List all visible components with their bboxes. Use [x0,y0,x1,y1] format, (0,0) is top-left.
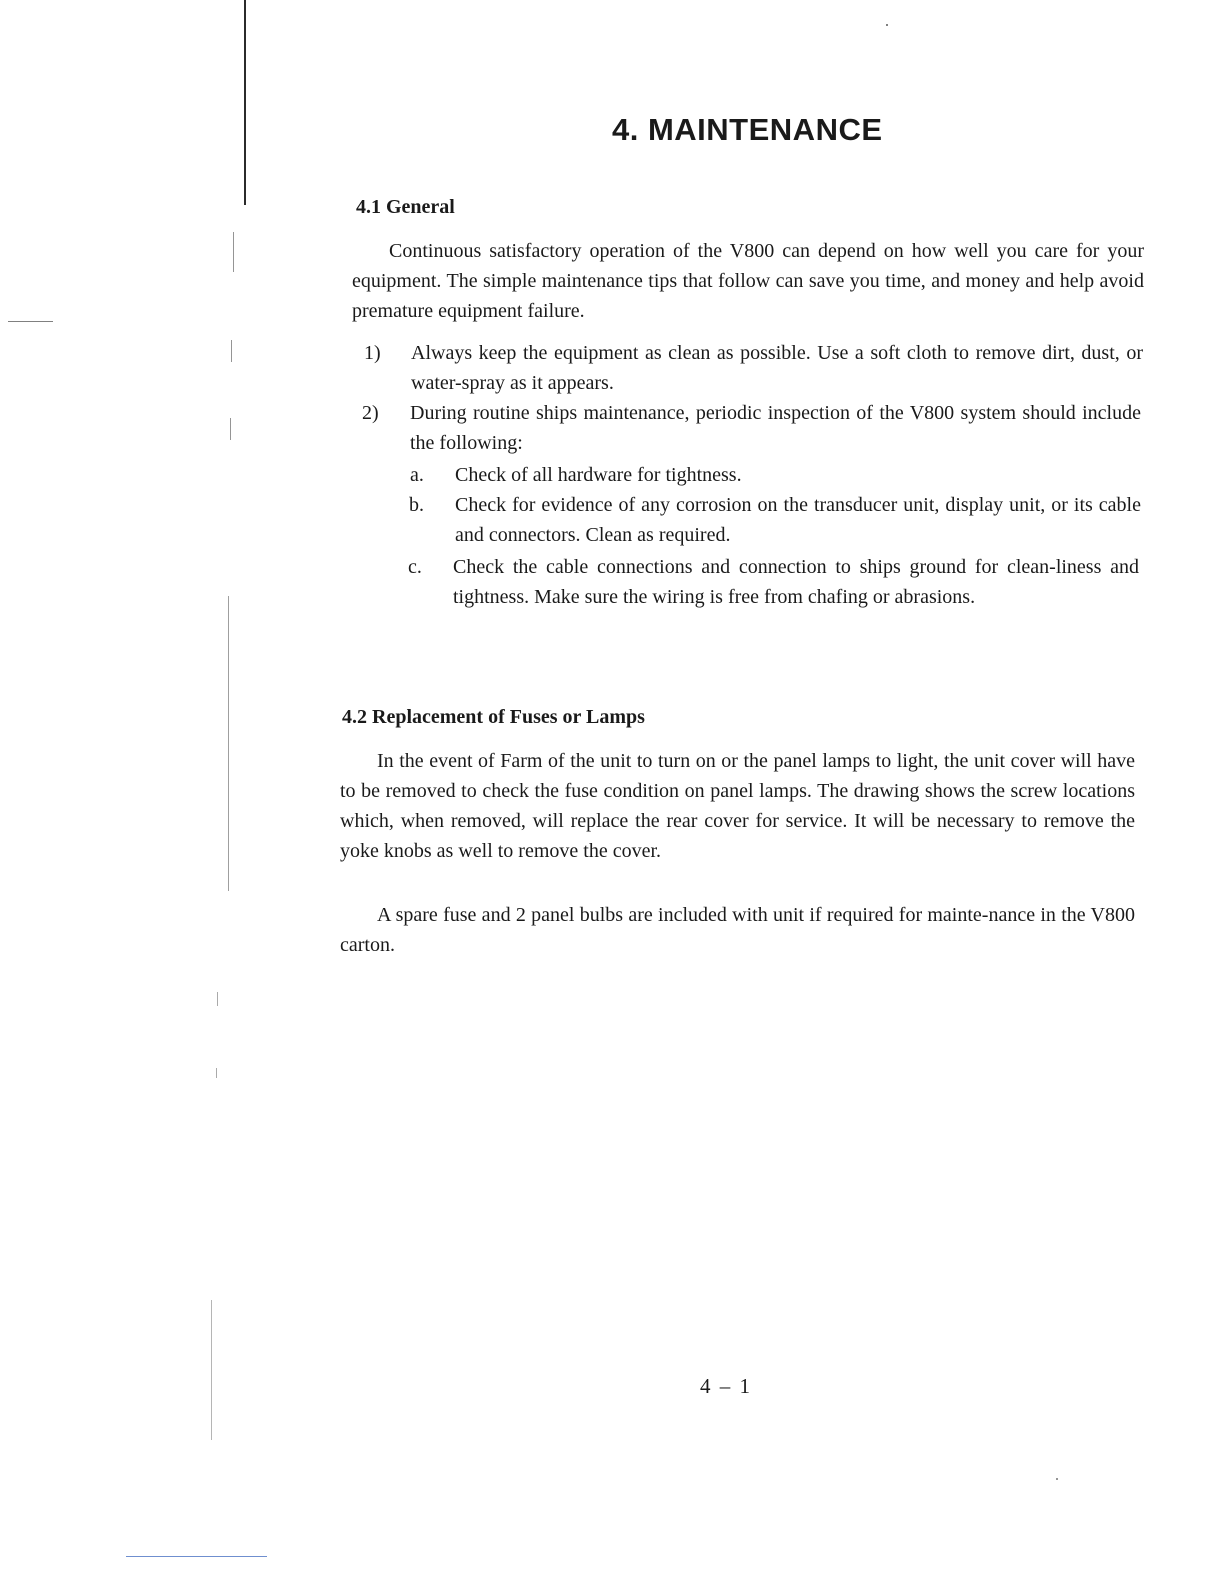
scan-margin-line [216,1068,217,1078]
scan-margin-line [211,1300,212,1440]
scan-speck [886,24,888,26]
page-number: 4 – 1 [700,1374,752,1398]
spare-parts-paragraph: A spare fuse and 2 panel bulbs are included with unit if required for mainte-nance in the V800 carton. [340,904,1135,956]
scan-speck [1056,1478,1058,1480]
list-marker: 2) [362,402,379,424]
replacement-paragraph: In the event of Farm of the unit to turn on or the panel lamps to light, the unit cover will have to be removed to check the fuse condition on panel lamps. The drawing shows the screw locations which, when removed, will replace the rear cover for service. It will be necessary to remove the yoke knobs as well to remove the cover. [340,750,1135,862]
section-heading-replacement: 4.2 Replacement of Fuses or Lamps [342,706,645,728]
scan-margin-line [231,340,232,362]
page-title: 4. MAINTENANCE [612,112,883,147]
sublist-item: Check for evidence of any corrosion on the transducer unit, display unit, or its cable and connectors. Clean as required. [455,494,1141,546]
scan-margin-line [228,596,229,891]
sublist-item: Check of all hardware for tightness. [455,464,742,486]
general-intro-paragraph: Continuous satisfactory operation of the V800 can depend on how well you care for your equipment. The simple maintenance tips that follow can save you time, and money and help avoid premature equipment failure. [352,240,1144,322]
footer-rule [126,1556,267,1557]
sublist-item: Check the cable connections and connection to ships ground for clean-liness and tightness. Make sure the wiring is free from chafing or abrasions. [453,556,1139,608]
sublist-marker: a. [410,464,424,486]
sublist-marker: b. [409,494,424,516]
scan-margin-line [230,418,231,440]
list-marker: 1) [364,342,381,364]
scan-margin-mark [8,321,53,322]
scan-margin-line [244,0,246,205]
scan-margin-line [233,232,234,272]
scan-margin-line [217,992,218,1006]
section-heading-general: 4.1 General [356,196,455,218]
list-item: During routine ships maintenance, periodic inspection of the V800 system should include the following: [410,402,1141,454]
list-item: Always keep the equipment as clean as possible. Use a soft cloth to remove dirt, dust, or water-spray as it appears. [411,342,1143,394]
sublist-marker: c. [408,556,422,578]
